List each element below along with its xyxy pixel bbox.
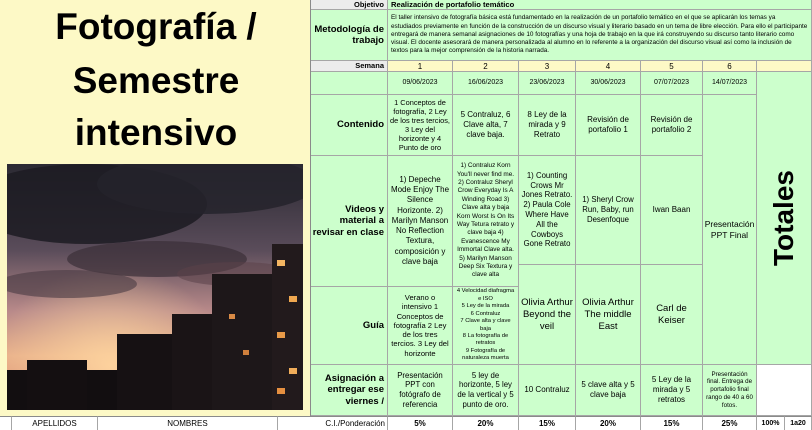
contenido-cell: 5 Contraluz, 6 Clave alta, 7 clave baja.	[453, 95, 519, 156]
week-number: 5	[641, 61, 703, 72]
metodologia-value: El taller intensivo de fotografía básica está fundamentado en la realización de un portafolio temático en el que se aplicarán los temas ya estudiados previamente en función de la construcción de un discurso visual y literario basado en un tema de libre elección. Para ello el participante entregará de manera semanal asignaciones de 10 fotografías y una hoja de trabajo en la que irá construyendo su discurso tanto literario como visual. El docente asesorará de manera personalizada al alumno en lo referente a la organización del discurso visual así como la inclusión de textos para la mejor comprensión de la historia narrada.	[388, 10, 812, 61]
title-line-1: Fotografía /	[55, 6, 257, 47]
title-line-2: Semestre	[72, 60, 240, 101]
asignacion-cell: 5 ley de horizonte, 5 ley de la vertical y 5 punto de oro.	[453, 365, 519, 416]
week-date: 30/06/2023	[576, 72, 641, 95]
guia-cell: Olivia Arthur Beyond the veil	[519, 265, 576, 365]
ponderacion-percent: 15%	[641, 416, 703, 430]
contenido-cell: 1 Conceptos de fotografía, 2 Ley de los tres tercios, 3 Ley del horizonte y 4 Punto de oro	[388, 95, 453, 156]
week-date: 14/07/2023	[703, 72, 757, 95]
title-panel	[0, 0, 311, 416]
ponderacion-percent: 20%	[453, 416, 519, 430]
guia-cell: Carl de Keiser	[641, 265, 703, 365]
week-date: 23/06/2023	[519, 72, 576, 95]
title-line-3: intensivo	[74, 112, 238, 153]
week-number: 3	[519, 61, 576, 72]
contenido-cell: Revisión de portafolio 1	[576, 95, 641, 156]
videos-cell: 1) Sheryl Crow Run, Baby, run Desenfoque	[576, 156, 641, 265]
total-percent: 100%	[757, 416, 785, 430]
contenido-cell: 8 Ley de la mirada y 9 Retrato	[519, 95, 576, 156]
objetivo-label: Objetivo	[311, 0, 388, 10]
asignacion-label: Asignación a entregar ese viernes /	[311, 365, 388, 416]
asignacion-cell: 5 Ley de la mirada y 5 retratos	[641, 365, 703, 416]
grade-range: 1a20	[785, 416, 812, 430]
week-number: 2	[453, 61, 519, 72]
sunset-photo	[7, 164, 303, 410]
week-date: 07/07/2023	[641, 72, 703, 95]
guia-cell: Olivia Arthur The middle East	[576, 265, 641, 365]
contenido-cell: Revisión de portafolio 2	[641, 95, 703, 156]
asignacion-cell: 10 Contraluz	[519, 365, 576, 416]
guia-cell: Verano o intensivo 1 Conceptos de fotografía 2 Ley de los tres tercios. 3 Ley del horizonte	[388, 287, 453, 365]
guia-cell: 4 Velocidad diafragma e ISO 5 Ley de la mirada 6 Contraluz 7 Clave alta y clave baja 8 La fotografía de retratos 9 Fotografía de naturaleza muerta	[453, 287, 519, 365]
ponderacion-label: C.I./Ponderación	[278, 416, 388, 430]
videos-label: Videos y material a revisar en clase	[311, 156, 388, 287]
videos-cell: Iwan Baan	[641, 156, 703, 265]
sunset-photo-image	[7, 164, 303, 410]
week-date: 16/06/2023	[453, 72, 519, 95]
totales-column	[757, 72, 812, 365]
asignacion-cell: 5 clave alta y 5 clave baja	[576, 365, 641, 416]
final-presentation-cell: Presentación PPT Final	[703, 95, 757, 365]
videos-cell: 1) Counting Crows Mr Jones Retrato. 2) Paula Cole Where Have All the Cowboys Gone Retrato	[519, 156, 576, 265]
week-number: 1	[388, 61, 453, 72]
ponderacion-percent: 15%	[519, 416, 576, 430]
asignacion-cell: Presentación PPT con fotógrafo de referencia	[388, 365, 453, 416]
nombres-header: NOMBRES	[98, 416, 278, 430]
week-date: 09/06/2023	[388, 72, 453, 95]
row-marker-cell	[0, 416, 12, 430]
empty-total-cell	[757, 365, 812, 416]
ponderacion-percent: 20%	[576, 416, 641, 430]
week-number: 4	[576, 61, 641, 72]
column-header-row	[0, 416, 812, 430]
semana-label: Semana	[311, 61, 388, 72]
objetivo-value: Realización de portafolio temático	[388, 0, 812, 10]
videos-cell: 1) Depeche Mode Enjoy The Silence Horizonte. 2) Marilyn Manson No Reflection Textura, composición y clave baja	[388, 156, 453, 287]
ponderacion-percent: 5%	[388, 416, 453, 430]
contenido-label: Contenido	[311, 95, 388, 156]
apellidos-header: APELLIDOS	[12, 416, 98, 430]
ponderacion-percent: 25%	[703, 416, 757, 430]
week-number: 6	[703, 61, 757, 72]
totales-label: Totales	[768, 170, 800, 266]
asignacion-cell: Presentación final. Entrega de portafolio final rango de 40 a 60 fotos.	[703, 365, 757, 416]
schedule-grid	[311, 0, 812, 430]
date-label-cell	[311, 72, 388, 95]
videos-cell: 1) Contraluz Korn You'll never find me. 2) Contraluz Sheryl Crow Everyday Is A Winding Road 3) Clave alta y baja Korn Worst Is On Its Way Tetura retrato y clave baja 4) Evanescence My Immortal Clave alta. 5) Marilyn Manson Deep Six Textura y clave alta	[453, 156, 519, 287]
metodologia-label: Metodología de trabajo	[311, 10, 388, 61]
empty-header-cell	[757, 61, 812, 72]
guia-label: Guía	[311, 287, 388, 365]
